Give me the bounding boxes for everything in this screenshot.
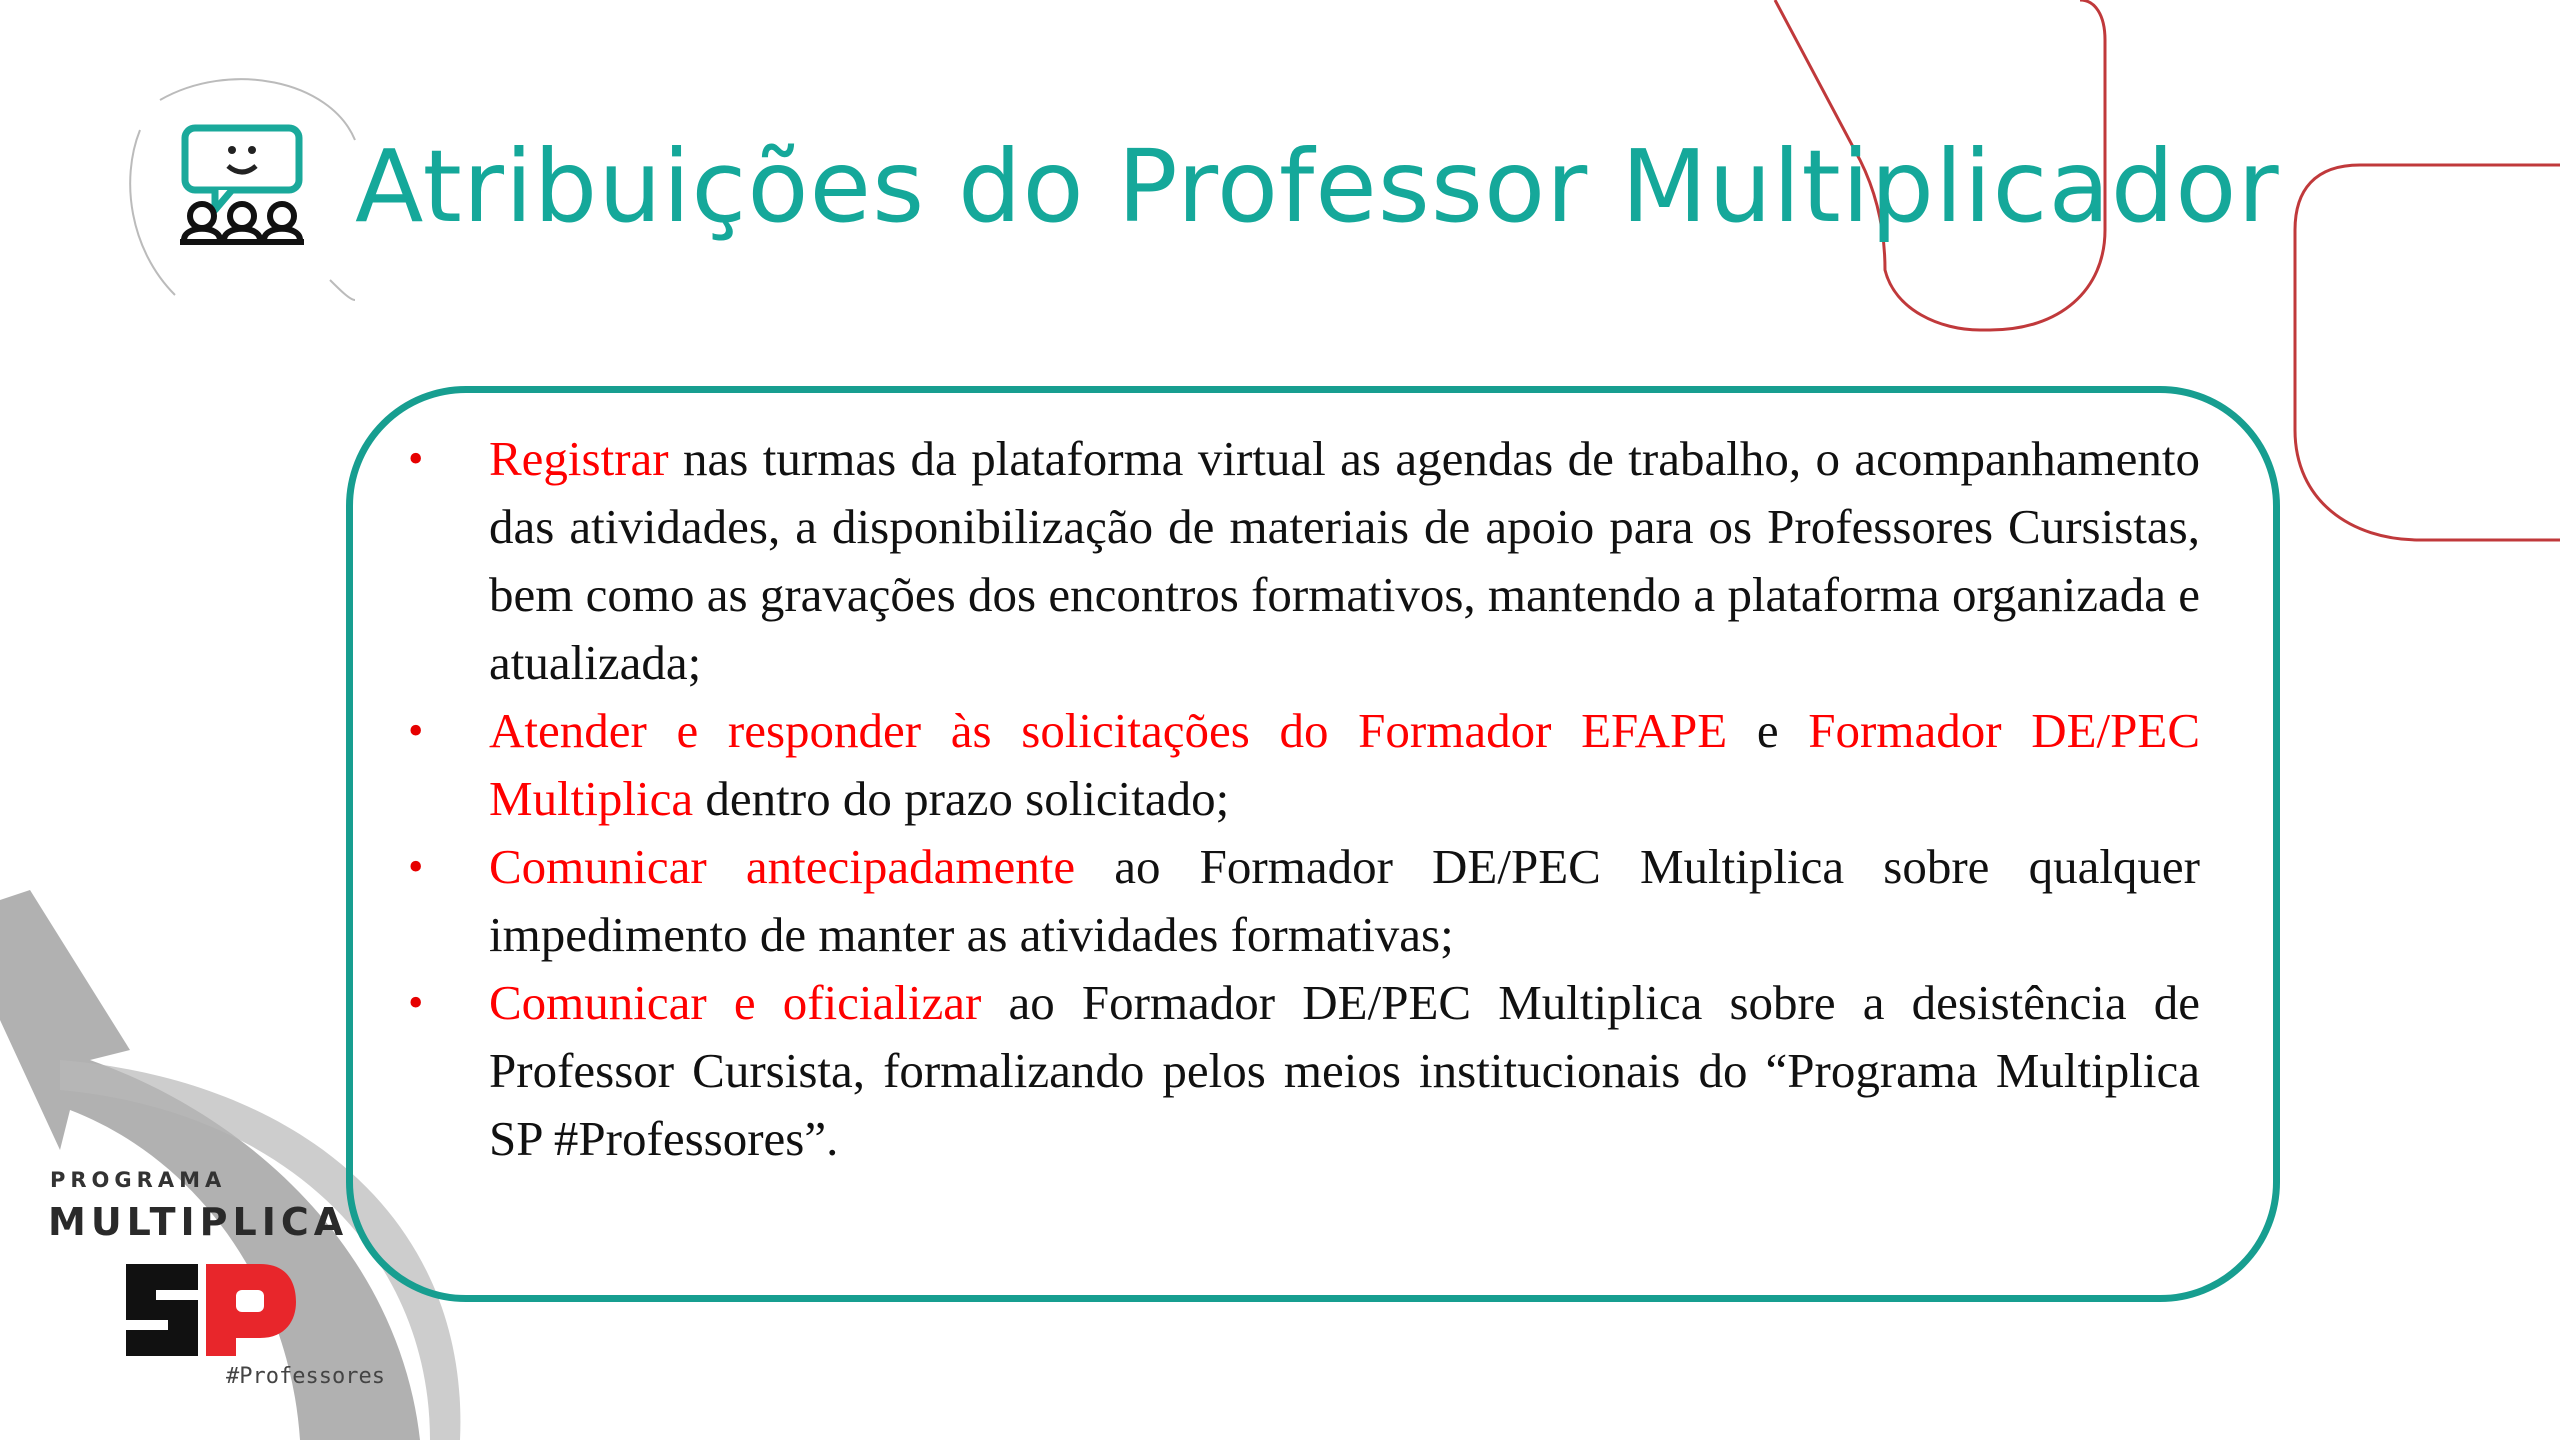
- logo-tag: #Professores: [226, 1364, 385, 1389]
- list-item: [400, 833, 2200, 969]
- list-item: [400, 969, 2200, 1173]
- list-item: [400, 697, 2200, 833]
- sp-logo-icon: [120, 1256, 300, 1366]
- duty-highlight: Comunicar antecipadamente: [489, 839, 1076, 894]
- duty-highlight: Formador DE/PEC Multiplica: [489, 703, 2201, 826]
- programa-multiplica-logo: [48, 1168, 385, 1408]
- bullet-icon: •: [408, 842, 424, 891]
- duty-text: ao Formador DE/PEC Multiplica sobre a desistência de Professor Cursista, formalizando pelos meios institucionais do “Programa Multiplica SP #Professores”.: [489, 975, 2200, 1166]
- list-item: [400, 425, 2200, 697]
- logo-line-programa: PROGRAMA: [50, 1168, 227, 1192]
- duties-list: [400, 425, 2200, 1173]
- page-title: Atribuições do Professor Multiplicador: [355, 128, 2280, 245]
- duty-text: ao Formador DE/PEC Multiplica sobre qualquer impedimento de manter as atividades formativas;: [489, 839, 2200, 962]
- duty-highlight: Registrar: [489, 431, 669, 486]
- duty-highlight: Comunicar e oficializar: [489, 975, 982, 1030]
- duty-text: e: [1727, 703, 1809, 758]
- teacher-students-icon: [120, 70, 370, 300]
- duty-highlight: Atender e responder às solicitações do Formador EFAPE: [489, 703, 1728, 758]
- duty-text: dentro do prazo solicitado;: [693, 771, 1230, 826]
- red-outline-shape-right: [2295, 165, 2560, 540]
- duty-text: nas turmas da plataforma virtual as agendas de trabalho, o acompanhamento das atividades, a disponibilização de materiais de apoio para os Professores Cursistas, bem como as gravações dos encontros formativos, mantendo a plataforma organizada e atualizada;: [489, 431, 2200, 690]
- bullet-icon: •: [408, 706, 424, 755]
- bullet-icon: •: [408, 978, 424, 1027]
- logo-line-multiplica: MULTIPLICA: [48, 1200, 349, 1244]
- bullet-icon: •: [408, 434, 424, 483]
